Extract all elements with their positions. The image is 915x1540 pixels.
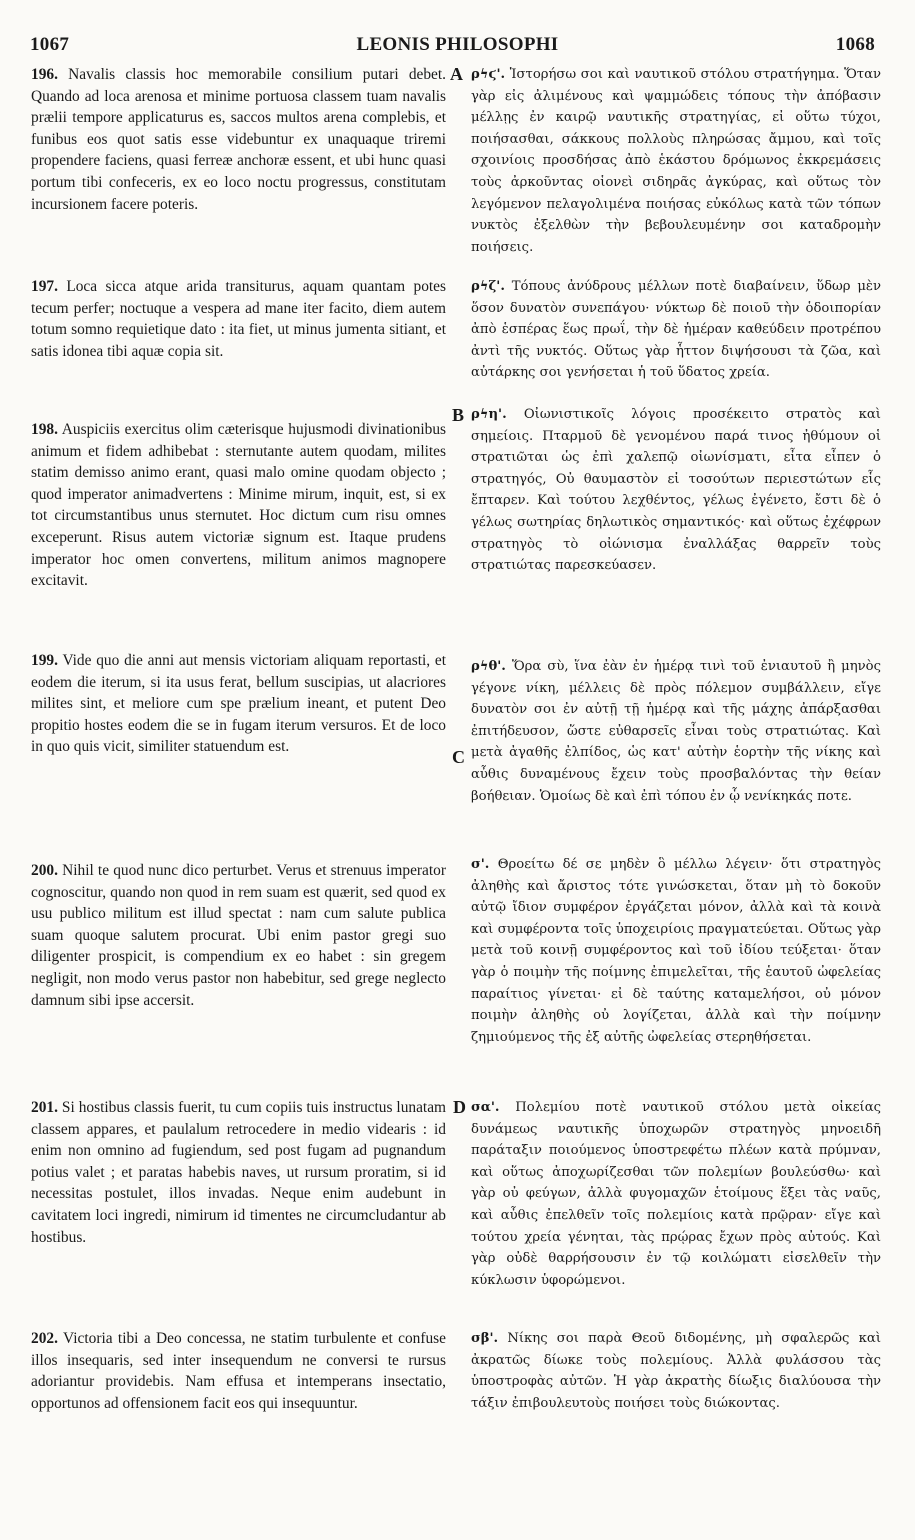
latin-paragraph: 197. Loca sicca atque arida transiturus, aquam quantam potes tecum perfer; noctuque a vespera ad mane iter facito, diem autem totum somno requietique dato : ita fiet, ut minus jumenta sitiant, et satis idonea tibi aquæ copia sit.: [31, 278, 446, 360]
left-column-number: 1067: [30, 34, 70, 55]
running-header: [0, 34, 915, 58]
greek-paragraph: σ'. Θροείτω δέ σε μηδὲν ὃ μέλλω λέγειν· ὅτι στρατηγὸς ἀληθὴς καὶ ἄριστος τότε γινώσκεται, ὅταν μὴ τὸ δοκοῦν αὐτῷ ἴδιον συμφέρον ἐργάζεται μόνον, ἀλλὰ καὶ τὰ κοινὰ καὶ συμφέροντα τοῖς ὑποχειρίοις πραγματεύεται. Οὕτως γὰρ μετὰ τοῦ κοινῇ συμφέροντος καὶ τοῦ ἰδίου τεύξεται· ὅταν γὰρ ὁ ποιμὴν τῆς ποίμνης ἐπιμελεῖται, τῆς ἑαυτοῦ ὠφελείας παραίτιος γίνεται· εἰ δὲ ταύτης καταμελήσοι, οὐ μόνον ποιμὴν ἀληθὴς οὐ λογίζεται, ἀλλὰ καὶ τὴν ποίμνην ζημιούμενος τῆς ἐξ αὐτῆς ὠφελείας στερηθήσεται.: [471, 857, 882, 1045]
latin-paragraph: 199. Vide quo die anni aut mensis victoriam aliquam reportasti, et eodem die iterum, si ita usus ferat, bellum suscipias, ut alacriores milites sint, et meliore cum spe prælium ineant, et putent Deo propitio hostes eodem die se in fugam iterum versuros. Et de loco in quo quis vicit, similiter statuendum est.: [31, 652, 446, 756]
greek-paragraph: ρϟθ'. Ὅρα σὺ, ἵνα ἐὰν ἐν ἡμέρᾳ τινὶ τοῦ ἐνιαυτοῦ ἢ μηνὸς γέγονε νίκη, μέλλεις δὲ πρὸς πόλεμον συμβάλλειν, εἴγε δυνατὸν σοι ἐν αὐτῇ τῇ ἡμέρᾳ καὶ τῆς μάχης ἀπάρξασθαι ἐπιτήδευσον, ὥστε εὐθαρσεῖς εἶναι τοὺς στρατιώτας. Καὶ μετὰ ἀγαθῆς ἐλπίδος, ὡς κατ' αὐτὴν ἑορτὴν τῆς νίκης καὶ αὖθις δυναμένους ἔχειν τοὺς προσβαλόντας τὴν θείαν βοήθειαν. Ὁμοίως δὲ καὶ ἐπὶ τόπου ἐν ᾧ νενίκηκάς ποτε.: [471, 659, 881, 804]
margin-marker-a: A: [450, 64, 463, 84]
latin-paragraph: 202. Victoria tibi a Deo concessa, ne statim turbulente et confuse illos insequaris, sed inter insequendum ne conversi te rursus adoriantur providebis. Nam effusa et intemperans insectatio, opportunos ad offensionem facit eos qui insequuntur.: [31, 1330, 446, 1412]
right-column-number: 1068: [835, 34, 875, 55]
greek-paragraph: ρϟζ'. Τόπους ἀνύδρους μέλλων ποτὲ διαβαίνειν, ὕδωρ μὲν ὅσον δυνατὸν συνεπάγου· νύκτωρ δὲ ποιοῦ τὴν ὁδοιπορίαν ἀπὸ ἑσπέρας ἕως πρωΐ, τὴν δὲ ἡμέραν καθεύδειν προτρέπου ἀντὶ τῆς νυκτός. Οὕτως γὰρ ἧττον διψήσουσι τὰ ζῶα, καὶ αὐτάρκης σοι γενήσεται ἡ τοῦ ὕδατος χρεία.: [471, 279, 881, 381]
margin-marker-d: D: [453, 1097, 466, 1117]
latin-paragraph: 201. Si hostibus classis fuerit, tu cum copiis tuis instructus lunatam classem appares, et paulalum retrocedere in medio videaris : id enim non omnino ad fugiendum, sed post fugam ad pugnandum potius valet ; et paratas habebis naves, ut rursum proratim, si id necessitas postulet, illos invadas. Neque enim audebunt in cavitatem loci ingredi, nimirum id timentes ne circumcludantur ab hostibus.: [31, 1099, 446, 1246]
greek-paragraph: ρϟη'. Οἰωνιστικοῖς λόγοις προσέκειτο στρατὸς καὶ σημείοις. Πταρμοῦ δὲ γενομένου παρά τινος ἠθύμουν οἱ στρατιῶται ὡς ἐπὶ χαλεπῷ οἰωνίσματι, εἶτα εἶπεν ὁ στρατηγός, Οὐ θαυμαστὸν εἰ τοσούτων περιεστώτων εἷς ἔπταρεν. Καὶ τούτου λεχθέντος, γέλως ἐγένετο, ἔστι δὲ ὁ γέλως σωτηρίας δηλωτικὸς σημαντικός· καὶ οὕτως ἐχέφρων στρατηγὸς τὸ οἰώνισμα ἐναλλάξας θαρρεῖν τοὺς στρατιώτας παρεσκεύασεν.: [471, 407, 881, 574]
greek-paragraph: σβ'. Νίκης σοι παρὰ Θεοῦ διδομένης, μὴ σφαλερῶς καὶ ἀκρατῶς δίωκε τοὺς πολεμίους. Ἀλλὰ φυλάσσου τὰς ὑποστροφὰς αὐτῶν. Ἡ γὰρ ἀκρατὴς δίωξις διαλύουσα τὴν τάξιν ἐπιβουλευτοὺς ποιήσει τοὺς διώκοντας.: [471, 1331, 881, 1411]
margin-marker-c: C: [452, 747, 465, 767]
latin-paragraph: 198. Auspiciis exercitus olim cæterisque hujusmodi divinationibus animum et fidem adhibebat : sternutante autem quodam, milites statim demisso animo erant, quasi malo omine quodam objecto ; quod imperator animadvertens : Minime mirum, inquit, est, si ex tot circumstantibus unus sternutet. Hoc dictum cum risu omnes exceperunt. Risus autem victoriæ signum est. Itaque prudens imperator hoc omen convertens, militum animos magnopere excitavit.: [31, 421, 446, 590]
margin-marker-b: B: [452, 405, 465, 425]
greek-paragraph: σα'. Πολεμίου ποτὲ ναυτικοῦ στόλου μετὰ οἰκείας δυνάμεως ναυτικῆς ὑποχωρῶν στρατηγὸς μηνοειδῆ παράταξιν ποιούμενος ὑποστρεφέτω πλέων κατὰ πρύμναν, καὶ οὕτως ἀποχωρίζεσθαι τῶν πολεμίων βουλεύσθω· καὶ γὰρ οὐ φεύγων, ἀλλὰ φυγομαχῶν ἑτοίμους ἕξει τὰς ναῦς, καὶ αὖθις ἐπελθεῖν τοῖς πολεμίοις κατὰ πρῷραν· εἴγε καὶ τούτου χρεία γένηται, τὰς πρῴρας ἔχων πρὸς αὐτούς. Καὶ γὰρ οὐδὲ θαρρήσουσιν ἐν τῷ κοιλώματι εἰσελθεῖν τὴν κύκλωσιν ὑφορώμενοι.: [471, 1100, 881, 1288]
greek-paragraph: ρϟϛ'. Ἱστορήσω σοι καὶ ναυτικοῦ στόλου στρατήγημα. Ὅταν γὰρ εἰς ἀλιμένους καὶ ψαμμώδεις τόπους τὴν ἀπόβασιν μέλλῃς ἐν καιρῷ ναυτικῆς στρατηγίας, εἰ οὕτω τύχοι, ποιήσασθαι, σάκκους πολλοὺς πληρώσας ἄμμου, καὶ τοῖς σχοινίοις προσδήσας ἀπὸ ἑκάστου δρόμωνος ἐκκρεμάσεις τοὺς ἀρκοῦντας οἱονεὶ σιδηρᾶς ἀγκύρας, καὶ οὕτως τὸν λεγόμενον πελαγολιμένα ποιήσας εὐκόλως κατὰ τῶν τόπων νυκτὸς ἐξελθὼν τὴν βεβουλευμένην σοι καταδρομὴν ποιήσεις.: [471, 67, 881, 255]
latin-paragraph: 196. Navalis classis hoc memorabile consilium putari debet. Quando ad loca arenosa et minime portuosa classem tuam navalis prælii tempore applicaturus es, saccos multos arena complebis, et funibus eos quot satis esse videbuntur ex unaquaque triremi propendere faciens, quasi ferreæ anchoræ essent, et ubi hunc quasi portum tibi confeceris, ex eo loco noctu progressus, constitutam incursionem facere poteris.: [31, 66, 446, 213]
latin-paragraph: 200. Nihil te quod nunc dico perturbet. Verus et strenuus imperator cognoscitur, quando non quod in rem suam est quærit, sed quod ex usu publico militum est illud spectat : nam cum salute publica suam quoque salutem procurat. Ubi enim pastor gregi suo diligenter prospicit, is compendium ex eo habet : sin gregem negligit, non modo verus pastor non habebitur, sed grege neglecto damnum sibi ipse accersit.: [31, 862, 446, 1009]
running-title: LEONIS PHILOSOPHI: [356, 34, 559, 55]
